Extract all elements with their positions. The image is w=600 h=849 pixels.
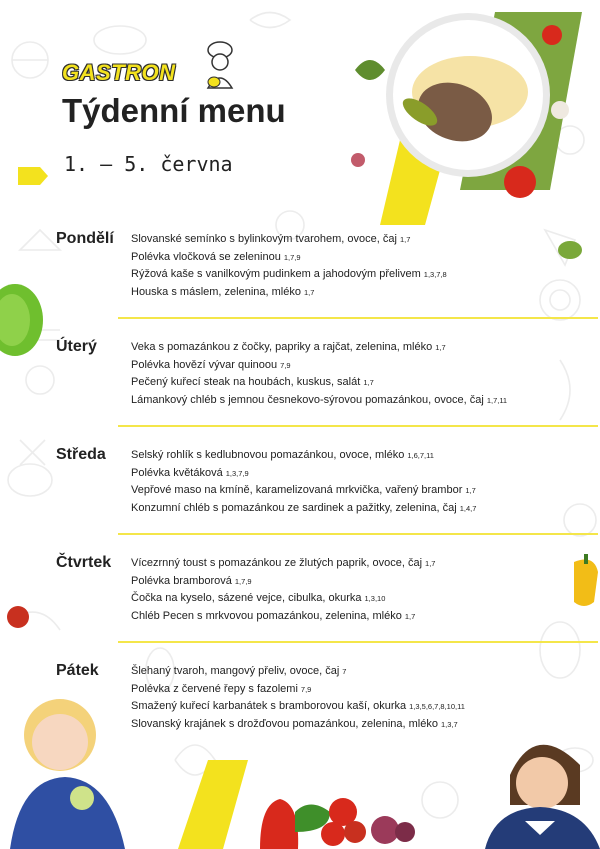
menu-item: Konzumní chléb s pomazánkou ze sardinek a pažitky, zelenina, čaj 1,4,7 xyxy=(131,501,477,514)
page-title: Týdenní menu xyxy=(62,92,286,129)
menu-item: Čočka na kyselo, sázené vejce, cibulka, okurka 1,3,10 xyxy=(131,592,386,604)
day-divider xyxy=(118,425,598,427)
day-name: Pátek xyxy=(56,662,99,679)
menu-item: Selský rohlík s kedlubnovou pomazánkou, ovoce, mléko 1,6,7,11 xyxy=(131,449,434,461)
allergen-codes: 1,7 xyxy=(303,287,315,297)
day-name: Středa xyxy=(56,446,106,463)
menu-item: Slovanský krajánek s drožďovou pomazánkou, zelenina, mléko 1,3,7 xyxy=(131,717,458,730)
allergen-codes: 1,7,9 xyxy=(234,576,252,586)
allergen-codes: 1,7 xyxy=(425,559,436,568)
allergen-codes: 1,3,10 xyxy=(364,594,386,603)
allergen-codes: 1,3,7 xyxy=(440,719,458,729)
allergen-codes: 1,7,11 xyxy=(486,395,508,405)
menu-item: Vepřové maso na kmíně, karamelizovaná mrkvička, vařený brambor 1,7 xyxy=(131,484,476,496)
allergen-codes: 1,3,7,8 xyxy=(423,270,447,279)
allergen-codes: 1,7 xyxy=(363,378,374,387)
allergen-codes: 1,6,7,11 xyxy=(407,451,434,460)
day-thursday xyxy=(56,546,546,654)
lettuce-photo xyxy=(0,280,45,360)
child-photo-left xyxy=(0,680,140,849)
tomato-photo xyxy=(5,604,31,630)
allergen-codes: 1,3,7,9 xyxy=(225,468,249,478)
menu-item: Veka s pomazánkou z čočky, papriky a rajčat, zelenina, mléko 1,7 xyxy=(131,341,446,353)
allergen-codes: 1,3,5,6,7,8,10,11 xyxy=(409,702,465,711)
menu-item: Polévka hovězí vývar quinoou 7,9 xyxy=(131,358,291,371)
menu-item: Polévka vločková se zeleninou 1,7,9 xyxy=(131,250,301,263)
day-divider xyxy=(118,533,598,535)
menu-item: Chléb Pecen s mrkvovou pomazánkou, zelenina, mléko 1,7 xyxy=(131,609,416,622)
day-wednesday xyxy=(56,438,546,546)
allergen-codes: 7 xyxy=(342,667,347,676)
dish-photo xyxy=(320,0,600,230)
menu-item: Šlehaný tvaroh, mangový přeliv, ovoce, čaj 7 xyxy=(131,665,347,677)
menu-item: Polévka bramborová 1,7,9 xyxy=(131,574,252,587)
day-divider xyxy=(118,317,598,319)
menu-item: Smažený kuřecí karbanátek s bramborovou kaší, okurka 1,3,5,6,7,8,10,11 xyxy=(131,700,465,712)
day-divider xyxy=(118,641,598,643)
menu-item: Polévka květáková 1,3,7,9 xyxy=(131,466,249,479)
allergen-codes: 1,7,9 xyxy=(283,252,301,262)
menu-item: Pečený kuřecí steak na houbách, kuskus, salát 1,7 xyxy=(131,376,374,388)
vegetables-photo xyxy=(255,772,415,849)
bean-photo xyxy=(555,238,585,262)
day-name: Čtvrtek xyxy=(56,554,112,571)
menu-item: Rýžová kaše s vanilkovým pudinkem a jahodovým přelivem 1,3,7,8 xyxy=(131,268,447,280)
yellow-pepper-photo xyxy=(566,552,600,610)
allergen-codes: 7,9 xyxy=(280,360,291,370)
menu-item: Houska s máslem, zelenina, mléko 1,7 xyxy=(131,285,315,298)
allergen-codes: 1,7 xyxy=(465,486,476,495)
child-photo-right xyxy=(480,725,600,849)
menu-date-range: 1. – 5. června xyxy=(64,152,233,176)
menu-item: Lámankový chléb s jemnou česnekovo-sýrovou pomazánkou, ovoce, čaj 1,7,11 xyxy=(131,393,508,406)
chef-logo-icon xyxy=(196,40,244,90)
day-name: Pondělí xyxy=(56,230,114,247)
day-tuesday xyxy=(56,330,546,438)
allergen-codes: 1,7 xyxy=(399,235,411,244)
menu-item: Vícezrnný toust s pomazánkou ze žlutých paprik, ovoce, čaj 1,7 xyxy=(131,557,436,569)
menu-item: Polévka z červené řepy s fazolemi 7,9 xyxy=(131,682,312,695)
day-monday xyxy=(56,222,546,330)
allergen-codes: 1,4,7 xyxy=(459,503,477,513)
menu-item: Slovanské semínko s bylinkovým tvarohem, ovoce, čaj 1,7 xyxy=(131,233,411,245)
allergen-codes: 1,7 xyxy=(435,343,446,352)
allergen-codes: 1,7 xyxy=(404,611,416,621)
allergen-codes: 7,9 xyxy=(300,684,312,694)
date-marker-icon xyxy=(18,167,48,185)
brand-logo: GASTRON xyxy=(62,60,176,85)
day-name: Úterý xyxy=(56,338,97,355)
